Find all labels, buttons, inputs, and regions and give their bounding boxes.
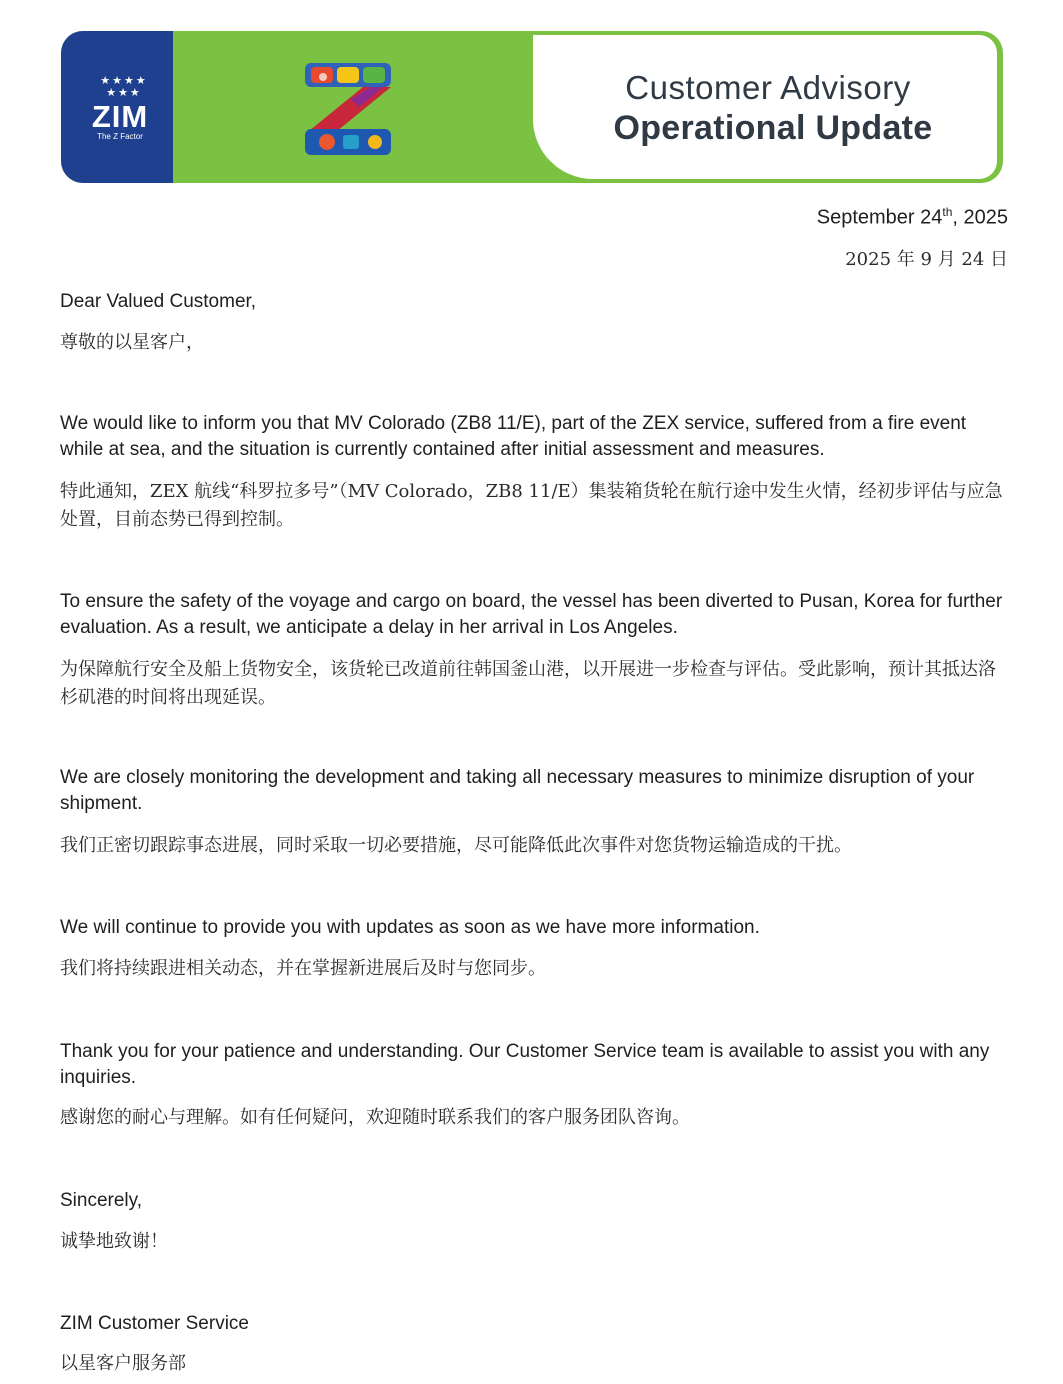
closing-cn: 诚挚地致谢！ [60,1231,168,1252]
z-factor-logo-icon [301,57,401,159]
paragraph-5-cn: 感谢您的耐心与理解。如有任何疑问，欢迎随时联系我们的客户服务团队咨询。 [60,1107,690,1128]
zim-logo [61,31,173,183]
paragraph-4-en: We will continue to provide you with updates as soon as we have more information. [60,917,760,938]
paragraph-2-cn: 为保障航行安全及船上货物安全，该货轮已改道前往韩国釜山港，以开展进一步检查与评估。受此影响，预计其抵达洛杉矶港的时间将出现延误。 [60,659,996,708]
advisory-title: Customer Advisory [625,69,911,106]
paragraph-3-cn: 我们正密切跟踪事态进展，同时采取一切必要措施，尽可能降低此次事件对您货物运输造成的干扰。 [60,835,852,856]
date-ordinal-suffix: th [942,205,953,219]
paragraph-4-cn: 我们将持续跟进相关动态，并在掌握新进展后及时与您同步。 [60,958,546,979]
paragraph-5-en: Thank you for your patience and understanding. Our Customer Service team is available to assist you with any inquiries. [60,1041,990,1088]
zim-brand-name: ZIM [91,99,149,134]
zim-tagline: The Z Factor [97,132,143,141]
header-banner [61,31,1003,183]
paragraph-1-cn: 特此通知，ZEX 航线“科罗拉多号”（MV Colorado，ZB8 11/E）集装箱货轮在航行途中发生火情，经初步评估与应急处置，目前态势已得到控制。 [60,481,1003,530]
paragraph-3-en: We are closely monitoring the development and taking all necessary measures to minimize disruption of your shipment. [60,767,975,814]
date-chinese: 2025 年 9 月 24 日 [845,249,1008,270]
advisory-subtitle: Operational Update [613,109,933,147]
paragraph-1-en: We would like to inform you that MV Colorado (ZB8 11/E), part of the ZEX service, suffered from a fire event while at sea, and the situation is currently contained after initial assessment and measures. [60,413,967,460]
advisory-title-panel [533,35,997,179]
signature-cn: 以星客户服务部 [60,1353,186,1374]
paragraph-2-en: To ensure the safety of the voyage and cargo on board, the vessel has been diverted to Pusan, Korea for further evaluation. As a result, we anticipate a delay in her arrival in Los Angeles. [60,591,1003,638]
date-english [817,205,1008,230]
closing-en: Sincerely, [60,1190,143,1211]
salutation-en: Dear Valued Customer, [60,291,257,312]
zim-stars-icon: ★★★★ ★★★ [100,75,148,99]
signature-en: ZIM Customer Service [60,1313,249,1334]
date-month-day: September 24 [816,206,943,229]
salutation-cn: 尊敬的以星客户， [60,332,204,353]
date-year: , 2025 [952,206,1008,229]
